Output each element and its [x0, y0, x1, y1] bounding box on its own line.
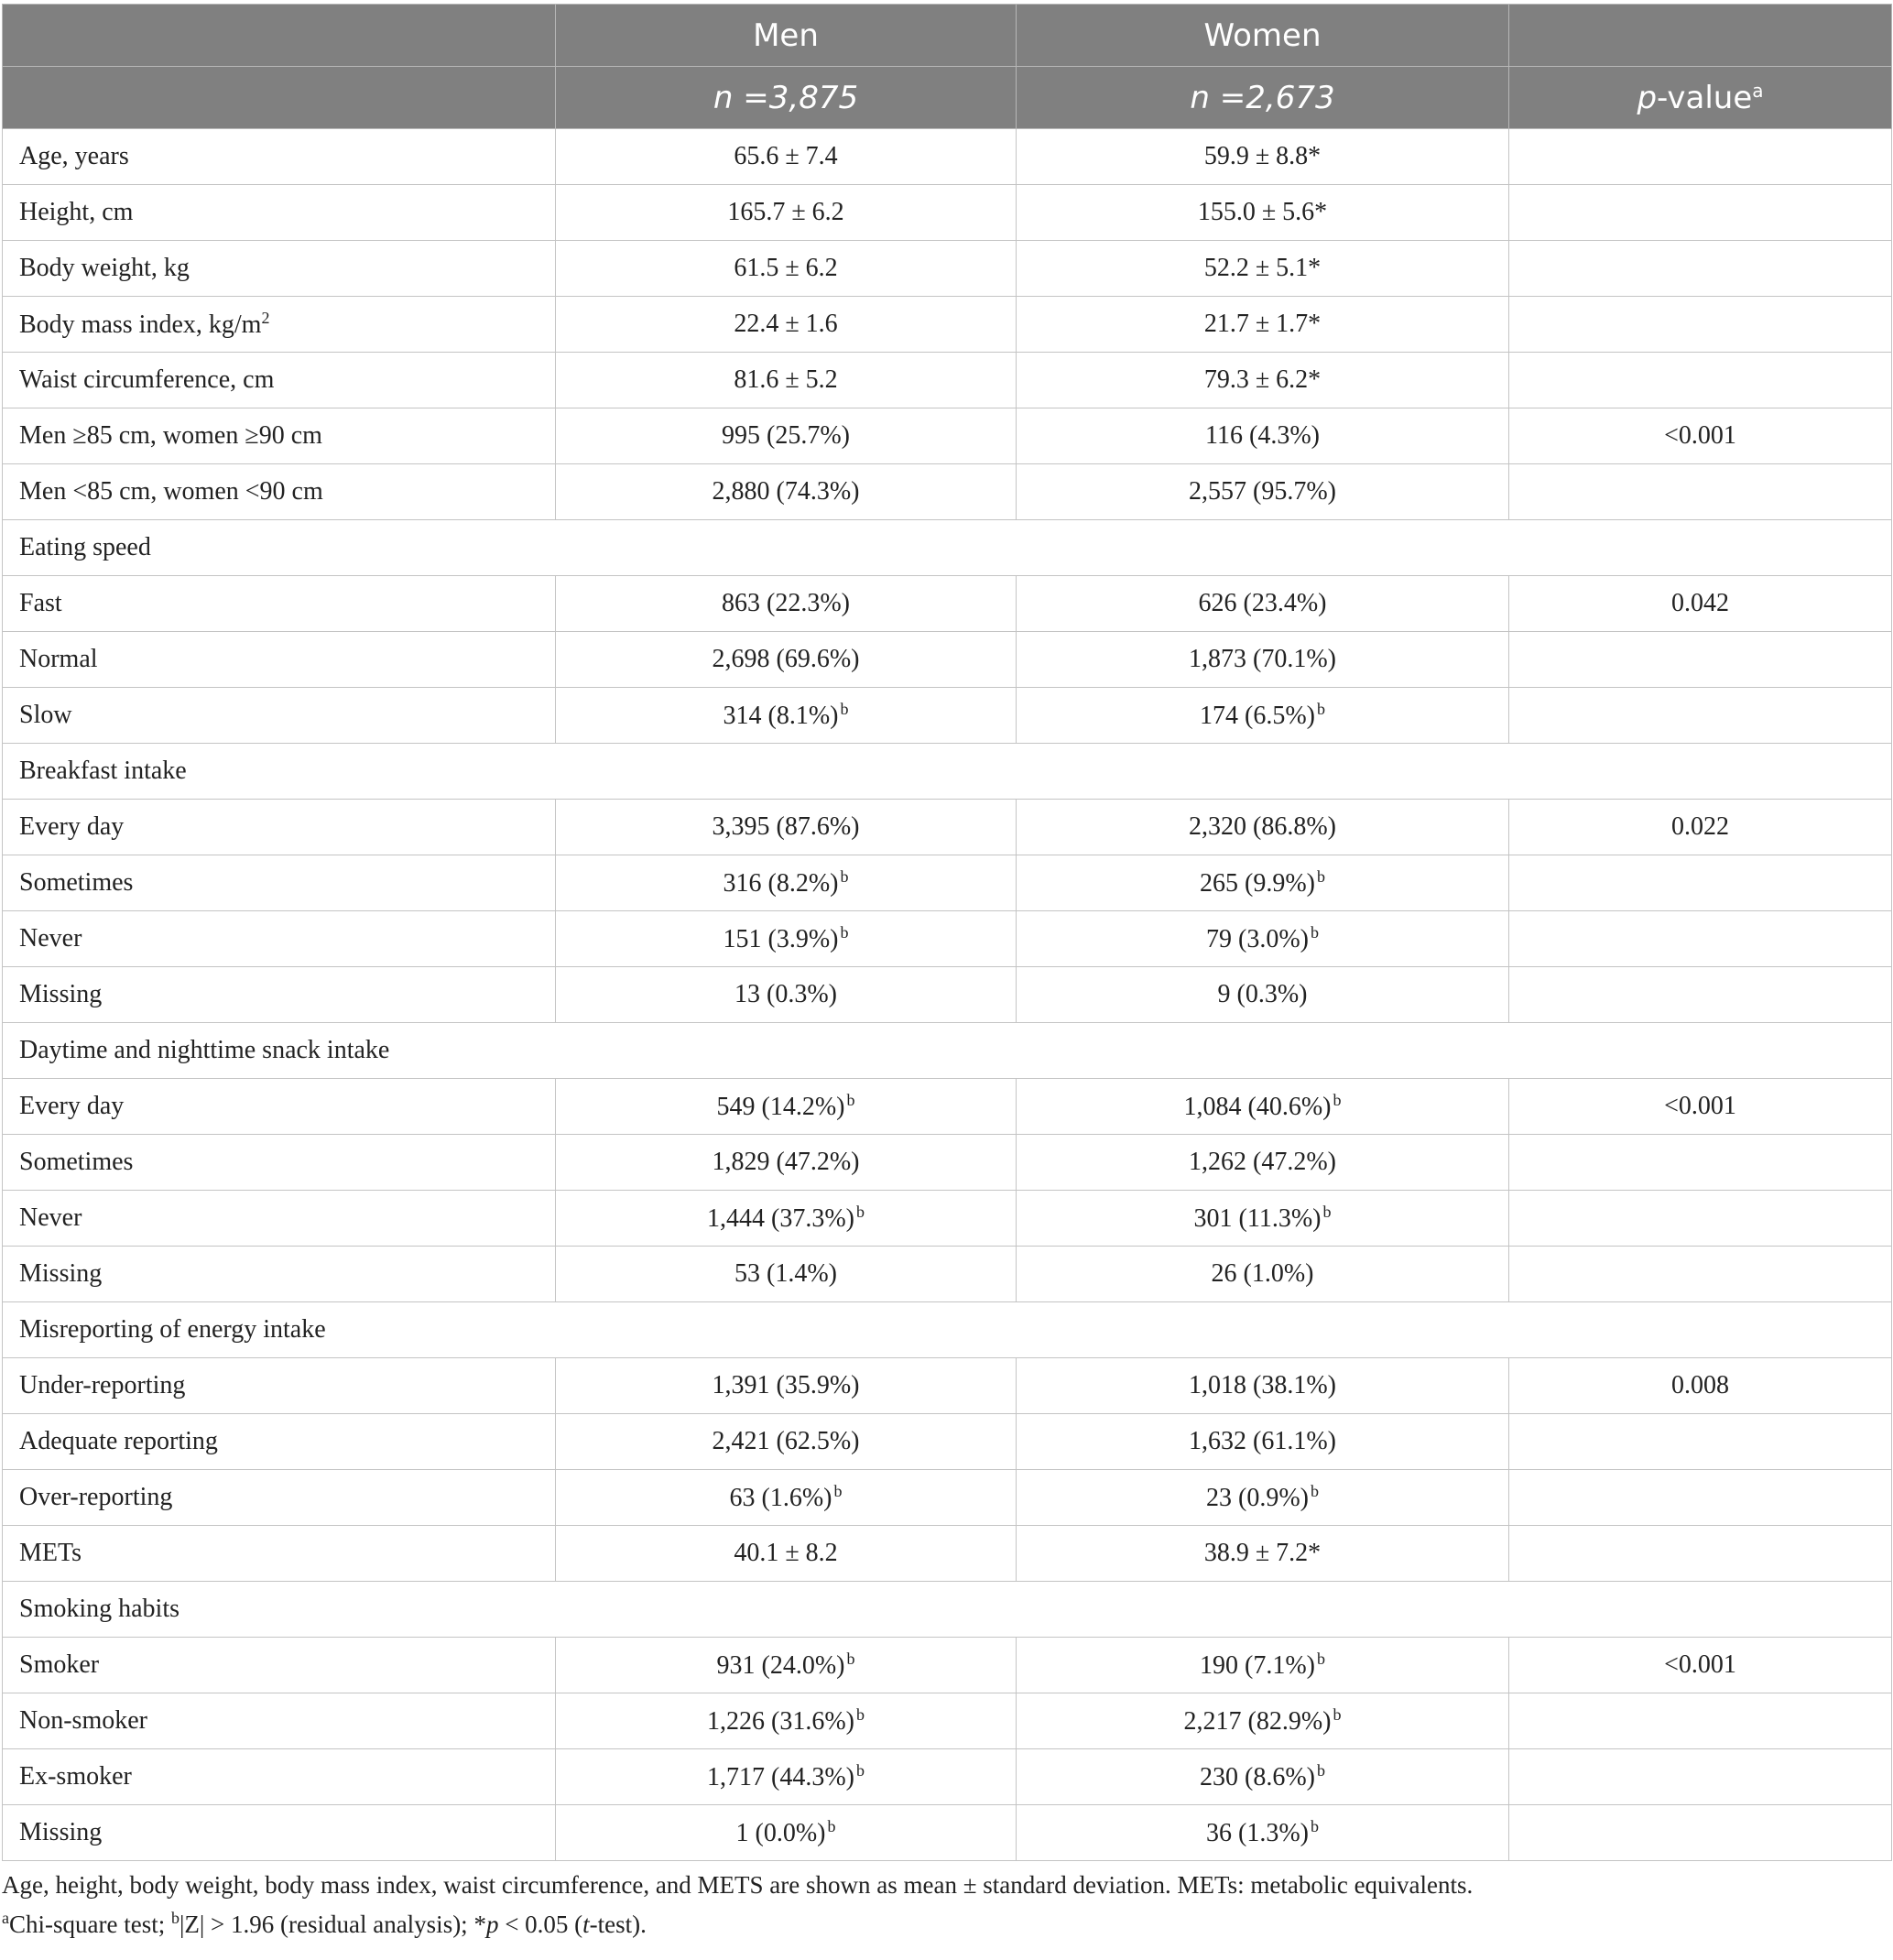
- row-label-text: Body mass index, kg/m: [19, 310, 262, 339]
- women-value-text: 301 (11.3%): [1193, 1204, 1322, 1233]
- row-label: [3, 1526, 556, 1582]
- women-value: [1017, 911, 1509, 967]
- row-label-text: Body weight, kg: [19, 254, 190, 282]
- table-row: [3, 297, 1892, 353]
- men-value-sup: b: [827, 1817, 836, 1835]
- row-label-text: Missing: [19, 1818, 103, 1846]
- men-value-sup: b: [840, 923, 849, 942]
- p-value: 0.022: [1509, 800, 1892, 855]
- p-value: [1509, 1749, 1892, 1805]
- women-value: [1017, 1079, 1509, 1135]
- women-value-text: 2,557 (95.7%): [1189, 477, 1336, 506]
- header-women-n: [1017, 67, 1509, 129]
- men-value: [556, 1358, 1017, 1414]
- p-value: [1509, 1805, 1892, 1861]
- men-value-text: 549 (14.2%): [716, 1093, 845, 1121]
- women-value: [1017, 1191, 1509, 1247]
- men-value: [556, 464, 1017, 520]
- row-label: [3, 1470, 556, 1526]
- row-label-text: Waist circumference, cm: [19, 365, 275, 394]
- characteristics-table: [2, 4, 1892, 1861]
- table-row: [3, 353, 1892, 408]
- women-value-text: 1,018 (38.1%): [1189, 1371, 1336, 1399]
- table-row: [3, 185, 1892, 241]
- row-label-sup: 2: [261, 309, 270, 327]
- header-row-groups: [3, 5, 1892, 67]
- women-value-text: 626 (23.4%): [1198, 589, 1327, 617]
- table-row: [3, 1749, 1892, 1805]
- row-label: [3, 855, 556, 911]
- table-row: [3, 1638, 1892, 1693]
- men-n-text: n =3,875: [713, 79, 859, 116]
- women-value-text: 26 (1.0%): [1211, 1259, 1314, 1288]
- row-label-text: Non-smoker: [19, 1706, 147, 1735]
- row-label-text: Missing: [19, 980, 103, 1008]
- men-value-text: 61.5 ± 6.2: [734, 254, 838, 282]
- table-row: [3, 408, 1892, 464]
- p-value: [1509, 464, 1892, 520]
- men-value: [556, 1414, 1017, 1470]
- p-value: [1509, 1414, 1892, 1470]
- row-label-text: Never: [19, 924, 82, 953]
- p-value: [1509, 1191, 1892, 1247]
- row-label-text: Sometimes: [19, 1148, 134, 1176]
- row-label: [3, 688, 556, 744]
- women-value-sup: b: [1333, 1091, 1342, 1109]
- row-label: [3, 185, 556, 241]
- table-header: [3, 5, 1892, 129]
- row-label-text: Height, cm: [19, 198, 134, 226]
- row-label-text: Every day: [19, 1092, 125, 1120]
- p-value: <0.001: [1509, 1079, 1892, 1135]
- footnote-line-2: [0, 1901, 1893, 1941]
- men-value-text: 314 (8.1%): [723, 702, 839, 730]
- men-value: [556, 408, 1017, 464]
- women-value-text: 59.9 ± 8.8*: [1203, 142, 1322, 170]
- men-value-sup: b: [833, 1482, 843, 1500]
- men-value-text: 63 (1.6%): [729, 1484, 832, 1512]
- footnote-tail: -test).: [589, 1911, 647, 1938]
- men-value-text: 1 (0.0%): [735, 1819, 826, 1847]
- row-label: [3, 911, 556, 967]
- men-value-text: 2,421 (62.5%): [712, 1427, 860, 1455]
- men-value-sup: b: [846, 1091, 855, 1109]
- row-label: [3, 1693, 556, 1749]
- p-value: [1509, 967, 1892, 1023]
- women-value: [1017, 185, 1509, 241]
- row-label: [3, 408, 556, 464]
- row-label: [3, 353, 556, 408]
- women-value: [1017, 297, 1509, 353]
- men-value: [556, 1247, 1017, 1302]
- women-value-sup: b: [1310, 923, 1319, 942]
- table-body: [3, 129, 1892, 1861]
- men-value-text: 3,395 (87.6%): [712, 812, 860, 841]
- row-label: [3, 1414, 556, 1470]
- table-row: [3, 1358, 1892, 1414]
- table-row: [3, 1191, 1892, 1247]
- row-label: [3, 1805, 556, 1861]
- table-row: [3, 800, 1892, 855]
- men-value: [556, 688, 1017, 744]
- row-label: [3, 241, 556, 297]
- women-value-text: 79.3 ± 6.2*: [1203, 365, 1322, 394]
- row-label-text: Age, years: [19, 142, 129, 170]
- footnote-b-sup: b: [170, 1909, 180, 1927]
- table-row: [3, 129, 1892, 185]
- women-value: [1017, 1247, 1509, 1302]
- men-value-text: 1,829 (47.2%): [712, 1148, 860, 1176]
- p-value: [1509, 1470, 1892, 1526]
- p-value: [1509, 688, 1892, 744]
- women-value-text: 2,217 (82.9%): [1183, 1707, 1332, 1736]
- footnote-threshold: < 0.05 (: [498, 1911, 583, 1938]
- men-value: [556, 353, 1017, 408]
- header-men-n: [556, 67, 1017, 129]
- p-value: [1509, 1693, 1892, 1749]
- men-value-sup: b: [846, 1650, 855, 1668]
- pvalue-p: p: [1637, 79, 1658, 116]
- row-label-text: Smoker: [19, 1650, 100, 1679]
- table-row: [3, 632, 1892, 688]
- pvalue-label: -value: [1657, 79, 1753, 116]
- row-label: [3, 1079, 556, 1135]
- header-empty-cell: [3, 5, 556, 67]
- women-value: [1017, 241, 1509, 297]
- men-value-text: 995 (25.7%): [722, 421, 850, 450]
- table-row: [3, 1414, 1892, 1470]
- women-value-text: 38.9 ± 7.2*: [1203, 1539, 1322, 1567]
- women-value: [1017, 129, 1509, 185]
- section-row: [3, 744, 1892, 800]
- men-value-text: 1,444 (37.3%): [707, 1204, 854, 1233]
- women-value-sup: b: [1333, 1705, 1342, 1724]
- p-value: <0.001: [1509, 1638, 1892, 1693]
- men-value-sup: b: [855, 1203, 865, 1221]
- header-men: Men: [556, 5, 1017, 67]
- table-row: [3, 688, 1892, 744]
- men-value-text: 863 (22.3%): [722, 589, 850, 617]
- women-value-text: 116 (4.3%): [1205, 421, 1320, 450]
- women-value-sup: b: [1322, 1203, 1332, 1221]
- men-value: [556, 855, 1017, 911]
- men-value-text: 165.7 ± 6.2: [727, 198, 844, 226]
- women-value-text: 174 (6.5%): [1200, 702, 1315, 730]
- women-value-sup: b: [1316, 1761, 1325, 1780]
- header-women: Women: [1017, 5, 1509, 67]
- men-value: [556, 129, 1017, 185]
- p-value: [1509, 185, 1892, 241]
- table-row: [3, 1470, 1892, 1526]
- table-row: [3, 1247, 1892, 1302]
- men-value-text: 40.1 ± 8.2: [734, 1539, 838, 1567]
- women-value: [1017, 688, 1509, 744]
- women-value: [1017, 464, 1509, 520]
- table-row: [3, 1526, 1892, 1582]
- section-label: Daytime and nighttime snack intake: [3, 1023, 1892, 1079]
- men-value: [556, 1079, 1017, 1135]
- row-label-text: METs: [19, 1539, 82, 1567]
- men-value-text: 65.6 ± 7.4: [734, 142, 838, 170]
- women-value-text: 23 (0.9%): [1206, 1484, 1309, 1512]
- men-value-text: 2,698 (69.6%): [712, 645, 860, 673]
- row-label: [3, 1135, 556, 1191]
- men-value: [556, 1470, 1017, 1526]
- men-value: [556, 1693, 1017, 1749]
- p-value: [1509, 632, 1892, 688]
- row-label-text: Never: [19, 1203, 82, 1232]
- row-label-text: Every day: [19, 812, 125, 841]
- men-value-text: 1,391 (35.9%): [712, 1371, 860, 1399]
- men-value: [556, 1805, 1017, 1861]
- row-label: [3, 967, 556, 1023]
- p-value: [1509, 855, 1892, 911]
- men-value-text: 151 (3.9%): [723, 925, 839, 953]
- table-row: [3, 855, 1892, 911]
- row-label-text: Under-reporting: [19, 1371, 186, 1399]
- women-value-text: 1,084 (40.6%): [1183, 1093, 1332, 1121]
- men-value: [556, 800, 1017, 855]
- women-value-sup: b: [1310, 1817, 1319, 1835]
- women-value: [1017, 632, 1509, 688]
- p-value: 0.042: [1509, 576, 1892, 632]
- men-value-text: 53 (1.4%): [734, 1259, 837, 1288]
- women-value-text: 9 (0.3%): [1217, 980, 1308, 1008]
- men-value: [556, 297, 1017, 353]
- header-row-n: [3, 67, 1892, 129]
- men-value-sup: b: [840, 867, 849, 886]
- row-label-text: Adequate reporting: [19, 1427, 218, 1455]
- women-value: [1017, 800, 1509, 855]
- men-value-text: 22.4 ± 1.6: [734, 310, 838, 338]
- men-value: [556, 1749, 1017, 1805]
- p-value: [1509, 1247, 1892, 1302]
- section-label: Smoking habits: [3, 1582, 1892, 1638]
- section-row: [3, 520, 1892, 576]
- women-value: [1017, 1749, 1509, 1805]
- row-label: [3, 1191, 556, 1247]
- header-empty-cell-right: [1509, 5, 1892, 67]
- row-label-text: Missing: [19, 1259, 103, 1288]
- row-label-text: Men ≥85 cm, women ≥90 cm: [19, 421, 322, 450]
- row-label: [3, 1749, 556, 1805]
- row-label-text: Sometimes: [19, 868, 134, 897]
- women-value-text: 1,262 (47.2%): [1189, 1148, 1336, 1176]
- women-value-text: 52.2 ± 5.1*: [1203, 254, 1322, 282]
- men-value: [556, 241, 1017, 297]
- men-value-text: 1,717 (44.3%): [707, 1763, 854, 1791]
- men-value: [556, 911, 1017, 967]
- women-value: [1017, 1358, 1509, 1414]
- women-value: [1017, 353, 1509, 408]
- table-row: [3, 1135, 1892, 1191]
- women-value-sup: b: [1316, 700, 1325, 718]
- pvalue-sup: a: [1752, 79, 1764, 102]
- footnote-p: p: [485, 1911, 499, 1938]
- men-value-sup: b: [855, 1705, 865, 1724]
- women-n-text: n =2,673: [1190, 79, 1335, 116]
- women-value-text: 190 (7.1%): [1200, 1651, 1315, 1680]
- row-label: [3, 1247, 556, 1302]
- footnote-b-text: |Z| > 1.96 (residual analysis); *: [179, 1911, 486, 1938]
- men-value-text: 316 (8.2%): [723, 869, 839, 898]
- women-value-sup: b: [1316, 867, 1325, 886]
- row-label: [3, 632, 556, 688]
- men-value: [556, 185, 1017, 241]
- women-value: [1017, 1638, 1509, 1693]
- women-value-text: 155.0 ± 5.6*: [1197, 198, 1328, 226]
- women-value-sup: b: [1310, 1482, 1319, 1500]
- section-row: [3, 1023, 1892, 1079]
- women-value: [1017, 967, 1509, 1023]
- row-label: [3, 800, 556, 855]
- women-value-text: 230 (8.6%): [1200, 1763, 1315, 1791]
- women-value-text: 79 (3.0%): [1206, 925, 1309, 953]
- table-row: [3, 967, 1892, 1023]
- women-value: [1017, 1526, 1509, 1582]
- row-label: [3, 297, 556, 353]
- row-label-text: Slow: [19, 701, 72, 729]
- row-label: [3, 576, 556, 632]
- women-value: [1017, 1805, 1509, 1861]
- men-value: [556, 1526, 1017, 1582]
- row-label-text: Over-reporting: [19, 1483, 173, 1511]
- row-label-text: Ex-smoker: [19, 1762, 132, 1791]
- section-label: Misreporting of energy intake: [3, 1302, 1892, 1358]
- footnote-a-sup: a: [2, 1909, 9, 1927]
- header-empty-cell-2: [3, 67, 556, 129]
- p-value: [1509, 129, 1892, 185]
- row-label-text: Normal: [19, 645, 98, 673]
- men-value: [556, 576, 1017, 632]
- row-label-text: Men <85 cm, women <90 cm: [19, 477, 323, 506]
- women-value: [1017, 1470, 1509, 1526]
- section-row: [3, 1582, 1892, 1638]
- men-value-text: 81.6 ± 5.2: [734, 365, 838, 394]
- women-value: [1017, 1414, 1509, 1470]
- row-label: [3, 1638, 556, 1693]
- women-value-text: 1,632 (61.1%): [1189, 1427, 1336, 1455]
- table-container: [0, 4, 1893, 1941]
- table-row: [3, 464, 1892, 520]
- row-label: [3, 129, 556, 185]
- section-label: Eating speed: [3, 520, 1892, 576]
- men-value-text: 1,226 (31.6%): [707, 1707, 854, 1736]
- men-value-sup: b: [840, 700, 849, 718]
- men-value: [556, 967, 1017, 1023]
- women-value-text: 36 (1.3%): [1206, 1819, 1309, 1847]
- row-label-text: Fast: [19, 589, 62, 617]
- p-value: [1509, 353, 1892, 408]
- men-value-text: 13 (0.3%): [734, 980, 837, 1008]
- men-value-text: 2,880 (74.3%): [712, 477, 860, 506]
- p-value: [1509, 297, 1892, 353]
- table-row: [3, 241, 1892, 297]
- footnote-a-text: Chi-square test;: [9, 1911, 171, 1938]
- p-value: [1509, 1135, 1892, 1191]
- women-value: [1017, 855, 1509, 911]
- p-value: [1509, 911, 1892, 967]
- women-value-text: 1,873 (70.1%): [1189, 645, 1336, 673]
- men-value: [556, 632, 1017, 688]
- header-pvalue: [1509, 67, 1892, 129]
- women-value-sup: b: [1316, 1650, 1325, 1668]
- men-value: [556, 1135, 1017, 1191]
- table-row: [3, 1079, 1892, 1135]
- women-value-text: 21.7 ± 1.7*: [1203, 310, 1322, 338]
- women-value: [1017, 1135, 1509, 1191]
- men-value: [556, 1638, 1017, 1693]
- p-value: [1509, 241, 1892, 297]
- footnote-line-1: Age, height, body weight, body mass index, waist circumference, and METS are shown as mean ± standard deviation. METs: metabolic equivalents.: [2, 1871, 1474, 1899]
- row-label: [3, 1358, 556, 1414]
- men-value-sup: b: [855, 1761, 865, 1780]
- table-row: [3, 1805, 1892, 1861]
- women-value-text: 2,320 (86.8%): [1189, 812, 1336, 841]
- p-value: <0.001: [1509, 408, 1892, 464]
- table-row: [3, 576, 1892, 632]
- table-row: [3, 911, 1892, 967]
- p-value: 0.008: [1509, 1358, 1892, 1414]
- p-value: [1509, 1526, 1892, 1582]
- women-value: [1017, 1693, 1509, 1749]
- women-value: [1017, 408, 1509, 464]
- men-value-text: 931 (24.0%): [716, 1651, 845, 1680]
- men-value: [556, 1191, 1017, 1247]
- row-label: [3, 464, 556, 520]
- section-label: Breakfast intake: [3, 744, 1892, 800]
- table-row: [3, 1693, 1892, 1749]
- women-value-text: 265 (9.9%): [1200, 869, 1315, 898]
- footnote-t: t: [582, 1911, 590, 1938]
- section-row: [3, 1302, 1892, 1358]
- women-value: [1017, 576, 1509, 632]
